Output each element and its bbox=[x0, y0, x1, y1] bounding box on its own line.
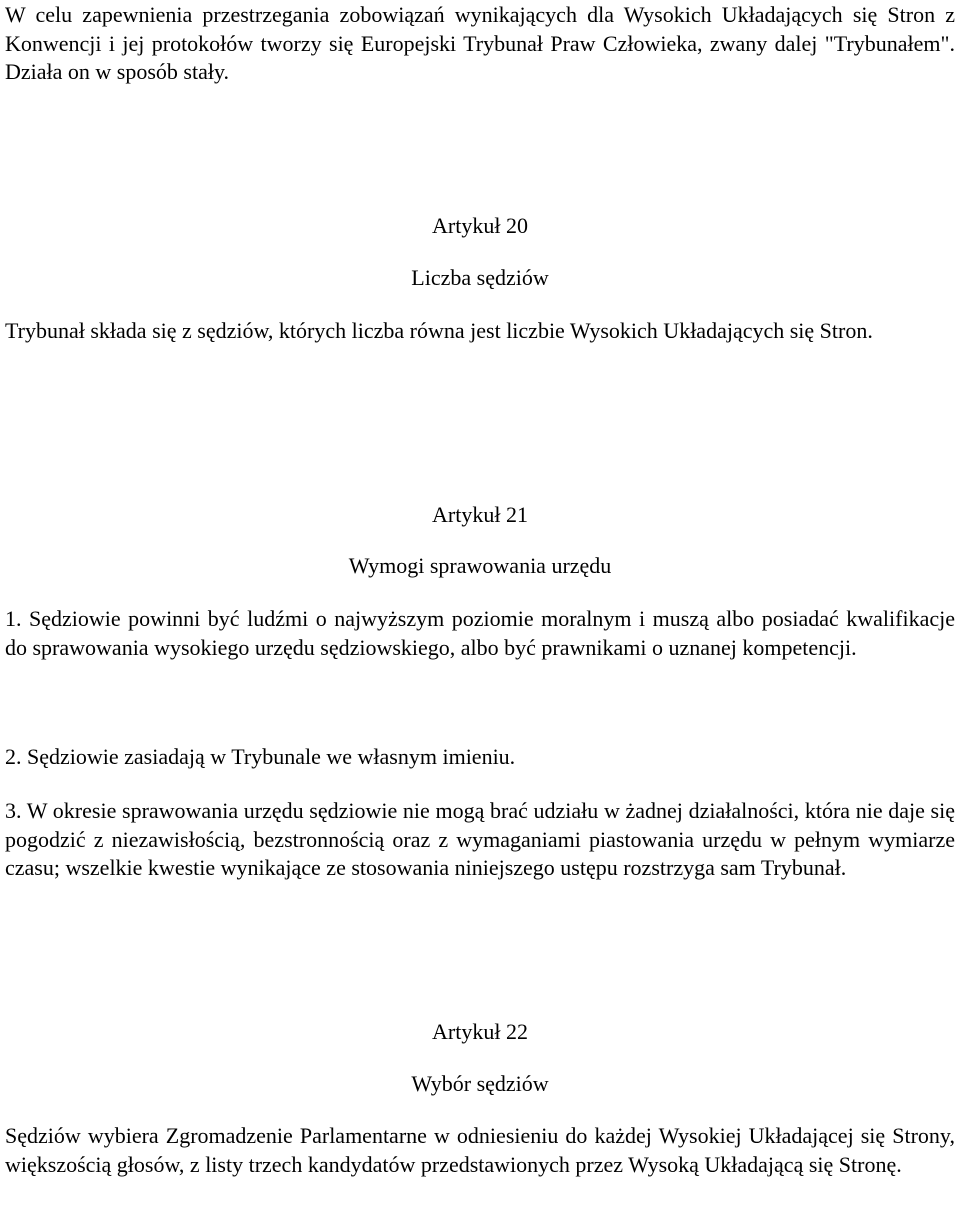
article-21-paragraph-1: 1. Sędziowie powinni być ludźmi o najwyższym poziomie moralnym i muszą albo posiadać kwalifikacje do sprawowania wysokiego urzędu sędziowskiego, albo być prawnikami o uznanej kompetencji. bbox=[5, 606, 955, 660]
article-22-paragraph: Sędziów wybiera Zgromadzenie Parlamentarne w odniesieniu do każdej Wysokiej Układającej się Strony, większością głosów, z listy trzech kandydatów przedstawionych przez Wysoką Układającą się Stronę. bbox=[5, 1123, 955, 1177]
article-20-title: Liczba sędziów bbox=[411, 265, 549, 290]
article-22-title: Wybór sędziów bbox=[411, 1071, 549, 1096]
article-20-number: Artykuł 20 bbox=[432, 213, 528, 238]
article-21-title: Wymogi sprawowania urzędu bbox=[348, 553, 612, 578]
article-22-number: Artykuł 22 bbox=[432, 1019, 528, 1044]
article-21-paragraph-3: 3. W okresie sprawowania urzędu sędziowie nie mogą brać udziału w żadnej działalności, która nie daje się pogodzić z niezawisłością, bezstronnością oraz z wymaganiami piastowania urzędu w pełnym wymiarze czasu; wszelkie kwestie wynikające ze stosowania niniejszego ustępu rozstrzyga sam Trybunał. bbox=[5, 798, 955, 880]
article-21-paragraph-2: 2. Sędziowie zasiadają w Trybunale we własnym imieniu. bbox=[5, 744, 516, 769]
article-20-paragraph: Trybunał składa się z sędziów, których liczba równa jest liczbie Wysokich Układających się Stron. bbox=[5, 318, 873, 343]
article-21-number: Artykuł 21 bbox=[432, 502, 528, 527]
intro-paragraph: W celu zapewnienia przestrzegania zobowiązań wynikających dla Wysokich Układających się Stron z Konwencji i jej protokołów tworzy się Europejski Trybunał Praw Człowieka, zwany dalej "Trybunałem". Działa on w sposób stały. bbox=[5, 2, 955, 84]
